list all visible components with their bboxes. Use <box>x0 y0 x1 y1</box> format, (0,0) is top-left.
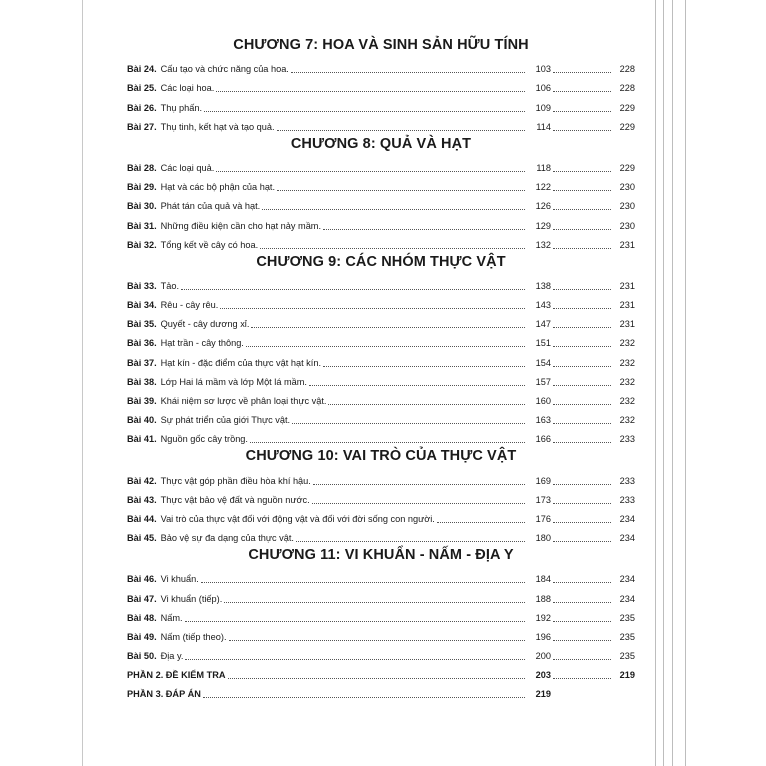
dot-leader <box>437 522 525 523</box>
dot-leader <box>553 484 611 485</box>
dot-leader <box>553 423 611 424</box>
dot-leader <box>553 327 611 328</box>
page-number-lesson: 188 <box>535 593 551 604</box>
dot-leader <box>553 346 611 347</box>
toc-entry <box>127 174 635 193</box>
toc-entry <box>127 506 635 525</box>
page-number-lesson: 118 <box>536 162 551 173</box>
lesson-title: Vai trò của thực vật đối với động vật và đối với đời sống con người. <box>160 513 435 524</box>
dot-leader <box>553 621 611 622</box>
dot-leader <box>292 423 525 424</box>
page-number-answer: 234 <box>619 513 635 524</box>
page-number-answer: 231 <box>619 239 635 250</box>
page-number-lesson: 163 <box>535 415 551 426</box>
toc-entry <box>127 426 635 445</box>
page-number-lesson: 184 <box>535 574 551 585</box>
dot-leader <box>229 640 526 641</box>
lesson-number: Bài 37. <box>127 357 157 368</box>
page-number-lesson: 122 <box>535 182 551 193</box>
page-number-lesson: 176 <box>535 513 551 524</box>
dot-leader <box>553 308 611 309</box>
page-number-lesson: 157 <box>535 376 551 387</box>
dot-leader <box>216 171 525 172</box>
page-number-lesson: 126 <box>535 201 551 212</box>
dot-leader <box>323 229 525 230</box>
page-edge-line <box>655 0 656 766</box>
lesson-number: Bài 44. <box>127 513 157 524</box>
page-number-answer: 230 <box>619 201 635 212</box>
dot-leader <box>277 190 525 191</box>
dot-leader <box>313 484 525 485</box>
part-page-number: 219 <box>535 689 551 700</box>
lesson-title: Tảo. <box>160 280 180 291</box>
page-number-answer: 234 <box>619 533 635 544</box>
lesson-title: Quyết - cây dương xỉ. <box>160 319 250 330</box>
lesson-title: Hạt và các bộ phận của hạt. <box>160 182 276 193</box>
toc-entry <box>127 311 635 330</box>
lesson-number: Bài 29. <box>127 182 157 193</box>
lesson-title: Vi khuẩn. <box>160 574 199 585</box>
lesson-title: Rêu - cây rêu. <box>160 300 219 311</box>
page-number-lesson: 132 <box>535 239 551 250</box>
dot-leader <box>323 366 525 367</box>
dot-leader <box>203 697 525 698</box>
page-number-answer: 234 <box>619 574 635 585</box>
dot-leader <box>312 503 525 504</box>
part-title: PHẦN 3. ĐÁP ÁN <box>127 689 201 700</box>
lesson-number: Bài 47. <box>127 593 157 604</box>
dot-leader <box>553 111 611 112</box>
lesson-title: Tổng kết về cây có hoa. <box>160 239 259 250</box>
page-number-lesson: 109 <box>535 102 551 113</box>
lesson-number: Bài 39. <box>127 396 157 406</box>
lesson-number: Bài 24. <box>127 64 157 75</box>
dot-leader <box>553 442 611 443</box>
dot-leader <box>260 248 525 249</box>
lesson-number: Bài 30. <box>127 201 157 212</box>
page-number-answer: 232 <box>619 376 635 387</box>
chapter-heading: CHƯƠNG 9: CÁC NHÓM THỰC VẬT <box>256 253 506 270</box>
page-number-lesson: 173 <box>535 494 551 505</box>
part-entry <box>127 681 635 700</box>
lesson-title: Thực vật góp phần điều hòa khí hậu. <box>160 475 311 486</box>
toc-entry <box>127 232 635 251</box>
page-number-answer: 228 <box>619 64 635 75</box>
lesson-number: Bài 31. <box>127 220 157 231</box>
page-number-answer: 232 <box>619 415 635 426</box>
dot-leader <box>553 72 611 73</box>
page-number-lesson: 114 <box>536 121 551 132</box>
page-number-lesson: 154 <box>535 357 551 368</box>
page-number-answer: 234 <box>619 593 635 604</box>
page-number-lesson: 166 <box>535 434 551 445</box>
lesson-title: Các loại quả. <box>160 162 215 173</box>
dot-leader <box>250 442 525 443</box>
toc-entry <box>127 155 635 174</box>
lesson-title: Lớp Hai lá mầm và lớp Một lá mầm. <box>160 376 307 387</box>
page-number-answer: 230 <box>619 182 635 193</box>
page-number-answer: 228 <box>619 83 635 94</box>
lesson-title: Nấm (tiếp theo). <box>160 631 227 642</box>
toc-entry <box>127 407 635 426</box>
page-number-lesson: 138 <box>535 280 551 291</box>
chapter-heading: CHƯƠNG 7: HOA VÀ SINH SẢN HỮU TÍNH <box>233 37 529 53</box>
lesson-title: Sự phát triển của giới Thực vật. <box>160 415 291 426</box>
page-number-lesson: 129 <box>535 220 551 231</box>
dot-leader <box>309 385 525 386</box>
dot-leader <box>220 308 525 309</box>
dot-leader <box>553 385 611 386</box>
dot-leader <box>262 209 525 210</box>
toc-entry <box>127 193 635 212</box>
lesson-title: Nấm. <box>160 612 183 623</box>
lesson-number: Bài 27. <box>127 121 157 132</box>
lesson-title: Những điều kiện cần cho hạt nảy mầm. <box>160 220 322 231</box>
toc-entry <box>127 56 635 75</box>
dot-leader <box>291 72 525 73</box>
page-edge-line <box>672 0 673 766</box>
dot-leader <box>553 602 611 603</box>
lesson-title: Địa y. <box>160 651 184 662</box>
lesson-title: Hạt trần - cây thông. <box>160 338 244 349</box>
dot-leader <box>296 541 525 542</box>
page-number-lesson: 192 <box>535 612 551 623</box>
toc-entry <box>127 330 635 349</box>
dot-leader <box>553 366 611 367</box>
page-number-answer: 235 <box>619 631 635 642</box>
dot-leader <box>553 582 611 583</box>
toc-entry <box>127 114 635 133</box>
lesson-number: Bài 33. <box>127 280 157 291</box>
part-entry <box>127 662 635 681</box>
lesson-number: Bài 36. <box>127 338 157 349</box>
dot-leader <box>553 209 611 210</box>
dot-leader <box>204 111 525 112</box>
lesson-title: Cấu tạo và chức năng của hoa. <box>160 64 289 75</box>
dot-leader <box>553 248 611 249</box>
lesson-number: Bài 50. <box>127 651 157 662</box>
dot-leader <box>553 541 611 542</box>
dot-leader <box>224 602 525 603</box>
page-number-lesson: 103 <box>535 64 551 75</box>
page-number-answer: 232 <box>619 396 635 406</box>
lesson-number: Bài 49. <box>127 631 157 642</box>
dot-leader <box>553 659 611 660</box>
lesson-title: Các loại hoa. <box>160 83 215 94</box>
part-page-number: 203 <box>535 670 551 681</box>
lesson-number: Bài 26. <box>127 102 157 113</box>
dot-leader <box>553 678 611 679</box>
lesson-title: Thực vật bảo vệ đất và nguồn nước. <box>160 494 310 505</box>
toc-entry <box>127 467 635 486</box>
lesson-number: Bài 34. <box>127 300 157 311</box>
toc-entry <box>127 605 635 624</box>
page-number-answer: 229 <box>619 121 635 132</box>
lesson-number: Bài 41. <box>127 434 157 445</box>
part-title: PHẦN 2. ĐỀ KIỂM TRA <box>127 670 226 681</box>
page-number-lesson: 143 <box>535 300 551 311</box>
toc-entry <box>127 388 635 407</box>
page-edge-line <box>663 0 664 766</box>
dot-leader <box>251 327 525 328</box>
lesson-title: Phát tán của quả và hạt. <box>160 201 261 212</box>
lesson-number: Bài 38. <box>127 376 157 387</box>
toc-entry <box>127 643 635 662</box>
toc-entry <box>127 566 635 585</box>
dot-leader <box>553 190 611 191</box>
lesson-number: Bài 40. <box>127 415 157 426</box>
dot-leader <box>181 289 525 290</box>
lesson-number: Bài 42. <box>127 475 157 486</box>
dot-leader <box>553 229 611 230</box>
lesson-number: Bài 25. <box>127 83 157 94</box>
page-number-answer: 235 <box>619 651 635 662</box>
toc-entry <box>127 585 635 604</box>
dot-leader <box>553 289 611 290</box>
page-number-answer: 232 <box>619 357 635 368</box>
toc-entry <box>127 94 635 113</box>
page-number-lesson: 169 <box>535 475 551 486</box>
lesson-number: Bài 48. <box>127 612 157 623</box>
page-number-answer: 230 <box>619 220 635 231</box>
dot-leader <box>553 522 611 523</box>
dot-leader <box>228 678 525 679</box>
chapter-heading: CHƯƠNG 8: QUẢ VÀ HẠT <box>290 135 472 152</box>
lesson-title: Vi khuẩn (tiếp). <box>160 593 223 604</box>
table-of-contents <box>127 34 635 700</box>
toc-entry <box>127 487 635 506</box>
page-number-answer: 235 <box>619 612 635 623</box>
chapter-heading: CHƯƠNG 11: VI KHUẨN - NẤM - ĐỊA Y <box>248 547 514 564</box>
page-number-lesson: 151 <box>535 338 551 349</box>
page-number-lesson: 200 <box>535 651 551 662</box>
part-page-number-answer: 219 <box>619 670 635 681</box>
toc-entry <box>127 273 635 292</box>
lesson-title: Nguồn gốc cây trồng. <box>160 434 248 445</box>
toc-entry <box>127 292 635 311</box>
dot-leader <box>553 404 611 405</box>
dot-leader <box>328 404 525 405</box>
page-number-lesson: 180 <box>535 533 551 544</box>
toc-entry <box>127 525 635 544</box>
lesson-number: Bài 35. <box>127 319 157 330</box>
toc-entry <box>127 212 635 231</box>
lesson-number: Bài 45. <box>127 533 157 544</box>
dot-leader <box>553 91 611 92</box>
page-number-answer: 233 <box>619 434 635 445</box>
lesson-number: Bài 28. <box>127 162 157 173</box>
lesson-number: Bài 46. <box>127 574 157 585</box>
dot-leader <box>553 640 611 641</box>
dot-leader <box>553 171 611 172</box>
lesson-number: Bài 43. <box>127 494 157 505</box>
page-number-answer: 232 <box>619 338 635 349</box>
dot-leader <box>185 621 525 622</box>
lesson-title: Hạt kín - đặc điểm của thực vật hạt kín. <box>160 357 321 368</box>
lesson-title: Bảo vệ sự đa dạng của thực vật. <box>160 533 294 544</box>
dot-leader <box>201 582 525 583</box>
page-number-lesson: 147 <box>535 319 551 330</box>
lesson-title: Thụ tinh, kết hạt và tạo quả. <box>160 121 275 132</box>
page-number-answer: 233 <box>619 475 635 486</box>
toc-entry <box>127 369 635 388</box>
dot-leader <box>246 346 525 347</box>
dot-leader <box>277 130 525 131</box>
page-number-lesson: 106 <box>535 83 551 94</box>
lesson-title: Khái niệm sơ lược về phân loại thực vật. <box>160 396 327 406</box>
chapter-heading: CHƯƠNG 10: VAI TRÒ CỦA THỰC VẬT <box>245 448 517 465</box>
toc-entry <box>127 349 635 368</box>
page-number-lesson: 160 <box>535 396 551 406</box>
page-number-answer: 231 <box>619 280 635 291</box>
page-number-answer: 231 <box>619 319 635 330</box>
dot-leader <box>553 130 611 131</box>
dot-leader <box>553 503 611 504</box>
lesson-number: Bài 32. <box>127 239 157 250</box>
dot-leader <box>185 659 525 660</box>
page-number-answer: 231 <box>619 300 635 311</box>
page-number-answer: 229 <box>619 162 635 173</box>
page-number-lesson: 196 <box>535 631 551 642</box>
page-edge-line <box>685 0 686 766</box>
dot-leader <box>216 91 525 92</box>
toc-entry <box>127 624 635 643</box>
page-number-answer: 229 <box>619 102 635 113</box>
page-number-answer: 233 <box>619 494 635 505</box>
lesson-title: Thụ phấn. <box>160 102 203 113</box>
toc-entry <box>127 75 635 94</box>
